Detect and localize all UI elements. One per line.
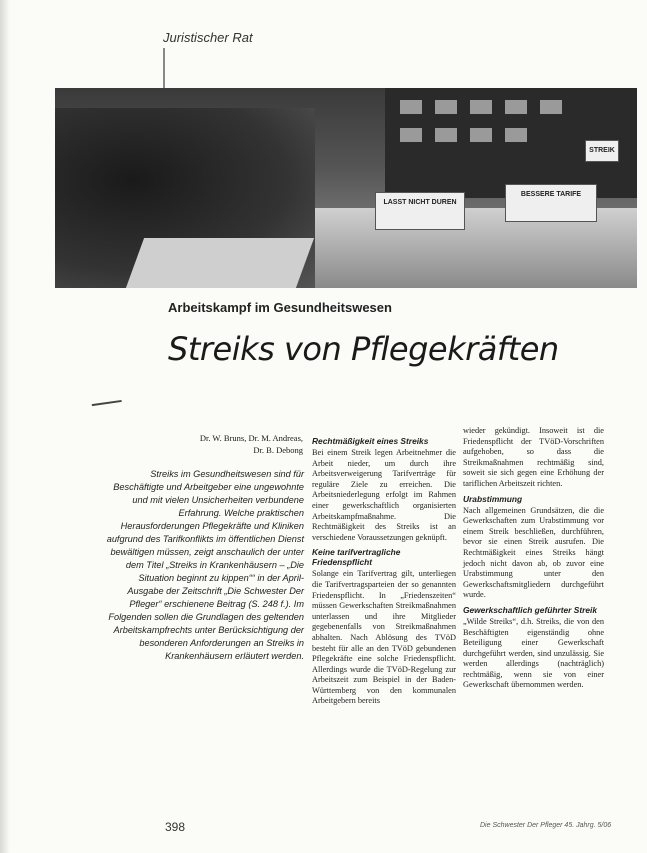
- photo-window: [505, 128, 527, 142]
- author-line: Dr. B. Debong: [253, 445, 303, 455]
- page-edge-shadow: [0, 0, 10, 853]
- text-column-2: [312, 432, 456, 710]
- section-text: wieder gekündigt. Insoweit ist die Friedenspflicht der TVöD-Vorschriften aufgehoben, so dass die Streikmaßnahmen rechtmäßig sind, soweit sie sich gegen eine Erhöhung der tariflichen Arbeitszeit richten.: [463, 426, 604, 488]
- article-title: Streiks von Pflegekräften: [168, 330, 559, 368]
- photo-window: [505, 100, 527, 114]
- author-line: Dr. W. Bruns, Dr. M. Andreas,: [199, 433, 303, 443]
- photo-window: [470, 100, 492, 114]
- photo-window: [540, 100, 562, 114]
- section-text: Solange ein Tarifvertrag gilt, unterliegen die Tarifvertragsparteien der so genannten Friedenspflicht. In „Friedenszeiten“ müssen Gewerkschaften Streikmaßnahmen unterlassen und ihre Mitglieder gegebenenfalls von Streikmaßnahmen abhalten. Nach Ablösung des TVöD besteht für alle an den TVöD gebundenen Pflegekräfte eine solche Friedenspflicht. Allerdings wurde die TVöD-Regelung zur Arbeitszeit zum Beispiel in der Baden-Württemberg von den kommunalen Arbeitgebern bereits: [312, 569, 456, 706]
- photo-window: [435, 128, 457, 142]
- header-photo: [55, 88, 637, 288]
- photo-banner: STREIK: [585, 140, 619, 162]
- photo-window: [400, 128, 422, 142]
- article-kicker: Arbeitskampf im Gesundheitswesen: [168, 300, 392, 315]
- section-heading: Rechtmäßigkeit eines Streiks: [312, 436, 429, 446]
- footer-source: Die Schwester Der Pfleger 45. Jahrg. 5/06: [480, 822, 612, 829]
- section-text: „Wilde Streiks“, d.h. Streiks, die von den Beschäftigten eigenständig ohne Beteiligung einer Gewerkschaft durchgeführt werden, sind unzulässig. Sie werden allerdings (nachträglich) rechtmäßig, wenn sie von einer Gewerkschaft übernommen werden.: [463, 616, 604, 690]
- section-text: Nach allgemeinen Grundsätzen, die die Gewerkschaften zum Urabstimmung vor einem Streik beschließen, durchführen, bevor sie einen Streik ausrufen. Die Rechtmäßigkeit eines Streiks hängt jedoch nicht davon ab, ob zuvor eine Urabstimmung unter den Gewerkschaftsmitgliedern durchgeführt wurde.: [463, 505, 604, 600]
- photo-banner: BESSERE TARIFE: [505, 184, 597, 222]
- section-rubric: Juristischer Rat: [163, 30, 253, 45]
- section-text: Bei einem Streik legen Arbeitnehmer die Arbeit nieder, um durch ihre Arbeitsverweigerung Tarifverträge für reguläre Ziele zu erreichen. Die Arbeitsniederlegung erfolgt im Rahmen einer gewerkschaftlich organisierten Arbeitskampfmaßnahme. Die Rechtmäßigkeit des Streiks ist an verschiedene Voraussetzungen geknüpft.: [312, 448, 456, 542]
- pen-mark: [92, 400, 123, 410]
- photo-window: [400, 100, 422, 114]
- article-lead: Streiks im Gesundheitswesen sind für Beschäftigte und Arbeitgeber eine ungewohnte und mit vielen Unsicherheiten verbundene Erfahrung. Welche praktischen Herausforderungen Pflegekräfte und Kliniken aufgrund des Tarifkonflikts im öffentlichen Dienst bewältigen müssen, zeigt anschaulich der unter dem Titel „Streiks in Krankenhäusern – „Die Situation beginnt zu kippen““ in der April-Ausgabe der Zeitschrift „Die Schwester Der Pfleger“ erschienene Beitrag (S. 248 f.). Im Folgenden sollen die Grundlagen des geltenden Arbeitskampfrechts unter Berücksichtigung der besonderen Anforderungen an Streiks in Krankenhäusern erläutert werden.: [106, 469, 304, 661]
- rubric-rule: [163, 48, 165, 88]
- photo-banner: LASST NICHT DUREN: [375, 192, 465, 230]
- photo-window: [470, 128, 492, 142]
- article-authors: [120, 432, 303, 456]
- section-heading: Keine tarifvertragliche Friedenspflicht: [312, 547, 401, 568]
- photo-window: [435, 100, 457, 114]
- text-column-3: [463, 426, 604, 694]
- photo-newspaper: [126, 238, 314, 288]
- page-number: 398: [165, 820, 186, 834]
- section-heading: Gewerkschaftlich geführter Streik: [463, 604, 598, 615]
- section-heading: Urabstimmung: [463, 493, 523, 504]
